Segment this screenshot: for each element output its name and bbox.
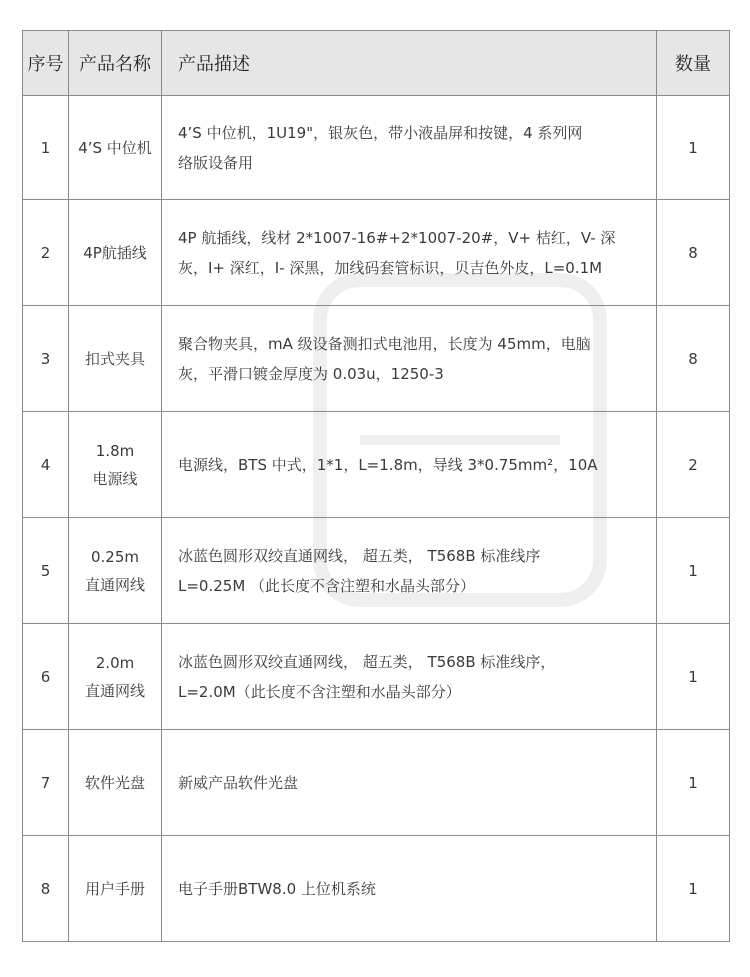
header-quantity: 数量 [657,31,730,96]
row-description [162,624,657,730]
row-description [162,96,657,200]
row-name [69,624,162,730]
row-name [69,518,162,624]
row-name-line: 2.0m [95,653,135,672]
row-quantity: 1 [657,96,730,200]
row-name-line: 4P航插线 [83,243,147,262]
table-row [23,412,730,518]
row-description-line: 冰蓝色圆形双绞直通网线， 超五类， T568B 标准线序， [178,652,556,671]
row-quantity: 2 [657,412,730,518]
header-name: 产品名称 [69,31,162,96]
table-row [23,518,730,624]
row-quantity: 1 [657,624,730,730]
row-quantity: 1 [657,836,730,942]
row-name-line: 电源线 [92,469,138,488]
row-description-line: 冰蓝色圆形双绞直通网线， 超五类， T568B 标准线序 [178,546,541,565]
row-description-line: L=0.25M （此长度不含注塑和水晶头部分） [178,576,476,595]
row-index: 3 [23,306,69,412]
row-index: 2 [23,200,69,306]
row-description-line: 4’S 中位机，1U19"，银灰色，带小液晶屏和按键，4 系列网 [178,123,583,142]
row-description-line: 聚合物夹具，mA 级设备测扣式电池用，长度为 45mm，电脑 [178,334,591,353]
table-row [23,96,730,200]
row-description-line: 电子手册BTW8.0 上位机系统 [178,879,376,898]
row-index: 8 [23,836,69,942]
row-index: 5 [23,518,69,624]
row-name-line: 用户手册 [84,879,145,898]
table-header-row [23,31,730,96]
row-name-line: 1.8m [95,441,135,460]
row-description-line: 4P 航插线，线材 2*1007-16#+2*1007-20#，V+ 桔红，V- 深 [178,228,616,247]
product-table [22,30,730,942]
row-index: 1 [23,96,69,200]
row-description [162,412,657,518]
row-name [69,96,162,200]
row-quantity: 1 [657,730,730,836]
row-name-line: 0.25m [90,547,139,566]
table-row [23,730,730,836]
row-name [69,412,162,518]
row-name-line: 软件光盘 [84,773,145,792]
row-name-line: 扣式夹具 [84,349,145,368]
table-row [23,836,730,942]
row-description [162,306,657,412]
table-row [23,200,730,306]
table-row [23,624,730,730]
row-index: 6 [23,624,69,730]
row-name [69,836,162,942]
row-description [162,518,657,624]
row-name-line: 4’S 中位机 [78,138,152,157]
row-quantity: 8 [657,306,730,412]
row-description-line: 灰，I+ 深红，I- 深黑，加线码套管标识，贝吉色外皮，L=0.1M [178,258,603,277]
row-name-line: 直通网线 [84,681,145,700]
header-description: 产品描述 [162,31,657,96]
row-description-line: 新威产品软件光盘 [178,773,299,792]
row-name [69,730,162,836]
row-quantity: 8 [657,200,730,306]
row-description [162,200,657,306]
row-index: 7 [23,730,69,836]
row-description-line: L=2.0M（此长度不含注塑和水晶头部分） [178,682,461,701]
header-index: 序号 [23,31,69,96]
row-description [162,730,657,836]
row-name [69,306,162,412]
row-name [69,200,162,306]
row-description-line: 络版设备用 [178,153,254,172]
row-description [162,836,657,942]
row-quantity: 1 [657,518,730,624]
row-index: 4 [23,412,69,518]
row-description-line: 电源线，BTS 中式，1*1，L=1.8m，导线 3*0.75mm²，10A [178,455,598,474]
row-description-line: 灰，平滑口镀金厚度为 0.03u，1250-3 [178,364,444,383]
row-name-line: 直通网线 [84,575,145,594]
table-row [23,306,730,412]
